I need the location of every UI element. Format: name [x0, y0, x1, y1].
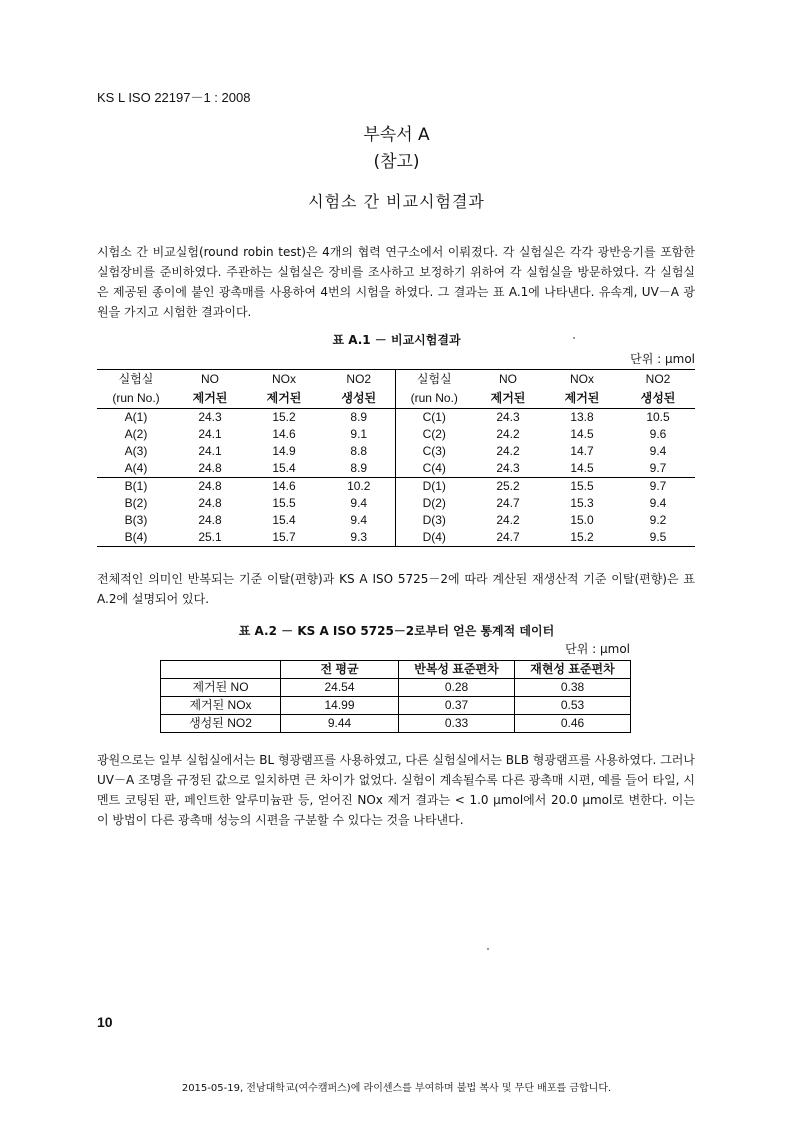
table-cell: D(4): [422, 530, 446, 544]
table-cell: 15.7: [272, 530, 296, 544]
table-header-cell: NO: [201, 372, 219, 386]
comparison-results-table: [97, 369, 695, 547]
table-row: [97, 409, 695, 427]
table-cell: 9.4: [649, 496, 667, 510]
table-cell: 9.4: [323, 495, 395, 512]
table-row: [161, 679, 631, 697]
table-header-cell: 제거된: [175, 389, 245, 409]
table-cell: 14.9: [272, 444, 296, 458]
table2-header-row: [161, 661, 631, 679]
table-cell: 9.3: [323, 529, 395, 547]
light-source-paragraph: 광원으로는 일부 실험실에서는 BL 형광램프를 사용하였고, 다른 실험실에서는 BLB 형광램프를 사용하였다. 그러나 UV－A 조명을 규정된 값으로 일치하면 큰 차이가 없었다. 실험이 계속될수록 다른 광촉매 시편, 예를 들어 타일, 시멘트 코팅된 판, 페인트한 알루미늄판 등, 얻어진 NOx 제거 결과는 < 1.0 μmol에서 20.0 μmol로 변한다. 이는 이 방법이 다른 광촉매 성능의 시편을 구분할 수 있다는 것을 나타낸다.: [97, 753, 695, 827]
table-header-cell: NOx: [570, 372, 594, 386]
section-title: 시험소 간 비교시험결과: [308, 192, 485, 211]
table-cell: 제거된 NOx: [161, 697, 281, 715]
table-cell: B(4): [124, 530, 148, 544]
table-cell: 15.5: [543, 478, 621, 496]
table-cell: 24.1: [198, 444, 222, 458]
table-cell: 24.8: [198, 513, 222, 527]
table-header-cell: 실험실: [416, 372, 452, 386]
table2-unit: 단위 : μmol: [565, 642, 630, 656]
table-cell: 8.9: [323, 460, 395, 478]
table-cell: A(1): [124, 410, 148, 424]
table-cell: 15.2: [570, 530, 594, 544]
table-row: [97, 512, 695, 529]
table-cell: 24.2: [496, 444, 520, 458]
table-cell: 24.2: [496, 513, 520, 527]
table-cell: D(2): [422, 496, 446, 510]
table-cell: 0.28: [399, 679, 515, 697]
table-cell: 15.2: [272, 410, 296, 424]
table-cell: 24.1: [198, 427, 222, 441]
table-header-cell: 제거된: [543, 389, 621, 409]
table-cell: 9.7: [621, 478, 695, 496]
table-cell: 14.6: [245, 478, 323, 496]
table-cell: 9.1: [323, 426, 395, 443]
table-cell: 생성된 NO2: [161, 715, 281, 733]
table-cell: 25.2: [473, 478, 543, 496]
statistical-data-table: [160, 660, 631, 733]
table1-header-row: [97, 370, 695, 390]
table-cell: 9.44: [281, 715, 399, 733]
table-cell: 15.4: [272, 461, 296, 475]
table-cell: B(1): [97, 478, 175, 496]
table-cell: 0.46: [515, 715, 631, 733]
table-cell: 9.4: [323, 512, 395, 529]
table-header-cell: 제거된: [473, 389, 543, 409]
table-row: [97, 495, 695, 512]
table-cell: C(3): [422, 444, 446, 458]
table-row: [97, 426, 695, 443]
table-cell: 24.2: [496, 427, 520, 441]
table-header-cell: (run No.): [97, 389, 175, 409]
table-header-cell: 실험실: [118, 372, 154, 386]
page-number: 10: [97, 1014, 113, 1030]
table1-header-row: [97, 389, 695, 409]
table-cell: 24.3: [496, 410, 520, 424]
table-header-cell: 제거된: [245, 389, 323, 409]
table-row: [97, 443, 695, 460]
table-cell: A(3): [124, 444, 148, 458]
table-header-cell: 생성된: [323, 389, 395, 409]
scan-speck: [487, 948, 489, 950]
table-row: [97, 460, 695, 478]
table-cell: 24.8: [198, 496, 222, 510]
table-cell: 9.4: [649, 444, 667, 458]
table-cell: C(1): [422, 410, 446, 424]
table-cell: 15.5: [272, 496, 296, 510]
table-header-cell: NO2: [323, 370, 395, 390]
table-cell: 24.7: [496, 496, 520, 510]
table-row: [97, 478, 695, 496]
table-cell: C(2): [422, 427, 446, 441]
table-cell: C(4): [422, 461, 446, 475]
table-cell: A(4): [124, 461, 148, 475]
table-row: [161, 697, 631, 715]
table-cell: 14.5: [570, 461, 594, 475]
table-cell: 24.54: [281, 679, 399, 697]
table-cell: 8.8: [323, 443, 395, 460]
annex-subtitle: (참고): [373, 152, 420, 172]
table-cell: 9.6: [649, 427, 667, 441]
table-cell: 9.5: [649, 530, 667, 544]
table-header-cell: (run No.): [395, 389, 473, 409]
table-cell: 10.5: [646, 410, 670, 424]
table-cell: 24.8: [175, 478, 245, 496]
table-cell: D(3): [422, 513, 446, 527]
table-cell: B(2): [124, 496, 148, 510]
annex-title: 부속서 A: [363, 125, 430, 145]
table-cell: 24.3: [496, 461, 520, 475]
table-cell: 0.37: [399, 697, 515, 715]
table-cell: 14.5: [570, 427, 594, 441]
table-cell: 제거된 NO: [161, 679, 281, 697]
table-cell: 14.99: [281, 697, 399, 715]
table-header-cell: 생성된: [621, 389, 695, 409]
table-cell: 13.8: [570, 410, 594, 424]
table-header-cell: 반복성 표준편차: [399, 661, 515, 679]
table-cell: 8.9: [323, 409, 395, 427]
table-header-cell: 전 평균: [281, 661, 399, 679]
table-cell: 25.1: [198, 530, 222, 544]
table-cell: 14.6: [272, 427, 296, 441]
table-cell: 9.2: [649, 513, 667, 527]
table-cell: 0.33: [399, 715, 515, 733]
intro-paragraph: 시험소 간 비교실험(round robin test)은 4개의 협력 연구소에서 이뤄졌다. 각 실험실은 각각 광반응기를 포함한 실험장비를 준비하였다. 주관하는 실험실은 장비를 조사하고 보정하기 위하여 각 실험실을 방문하였다. 각 실험실은 제공된 종이에 붙인 광촉매를 사용하여 4번의 시험을 하였다. 그 결과는 표 A.1에 나타낸다. 유속계, UV－A 광원을 가지고 시험한 결과이다.: [97, 245, 695, 319]
table-cell: 0.38: [515, 679, 631, 697]
document-header: KS L ISO 22197－1 : 2008: [97, 90, 251, 105]
table-cell: 15.0: [570, 513, 594, 527]
table1-unit: 단위 : μmol: [630, 352, 695, 366]
table-cell: 9.7: [649, 461, 667, 475]
table-header-cell: 재현성 표준편차: [515, 661, 631, 679]
table-row: [161, 715, 631, 733]
table1-caption: 표 A.1 － 비교시험결과: [332, 333, 461, 347]
table-cell: 15.3: [570, 496, 594, 510]
table-header-cell: [161, 661, 281, 679]
table-cell: 10.2: [323, 478, 395, 496]
table-cell: 24.3: [198, 410, 222, 424]
statistics-paragraph: 전체적인 의미인 반복되는 기준 이탈(편향)과 KS A ISO 5725－2에 따라 계산된 재생산적 기준 이탈(편향)은 표 A.2에 설명되어 있다.: [97, 572, 695, 606]
license-footer: 2015-05-19, 전남대학교(여수캠퍼스)에 라이센스를 부여하며 불법 복사 및 무단 배포를 금합니다.: [181, 1083, 612, 1094]
table-cell: 24.7: [496, 530, 520, 544]
table-header-cell: NOx: [272, 372, 296, 386]
table-cell: D(1): [395, 478, 473, 496]
table-header-cell: NO: [499, 372, 517, 386]
table-cell: B(3): [124, 513, 148, 527]
table-cell: 14.7: [570, 444, 594, 458]
table-header-cell: NO2: [645, 372, 671, 386]
table-cell: 24.8: [198, 461, 222, 475]
table-cell: A(2): [124, 427, 148, 441]
table-cell: 0.53: [515, 697, 631, 715]
table2-caption: 표 A.2 － KS A ISO 5725－2로부터 얻은 통계적 데이터: [238, 624, 555, 638]
scan-speck: [573, 337, 575, 339]
table-cell: 15.4: [272, 513, 296, 527]
table-row: [97, 529, 695, 547]
